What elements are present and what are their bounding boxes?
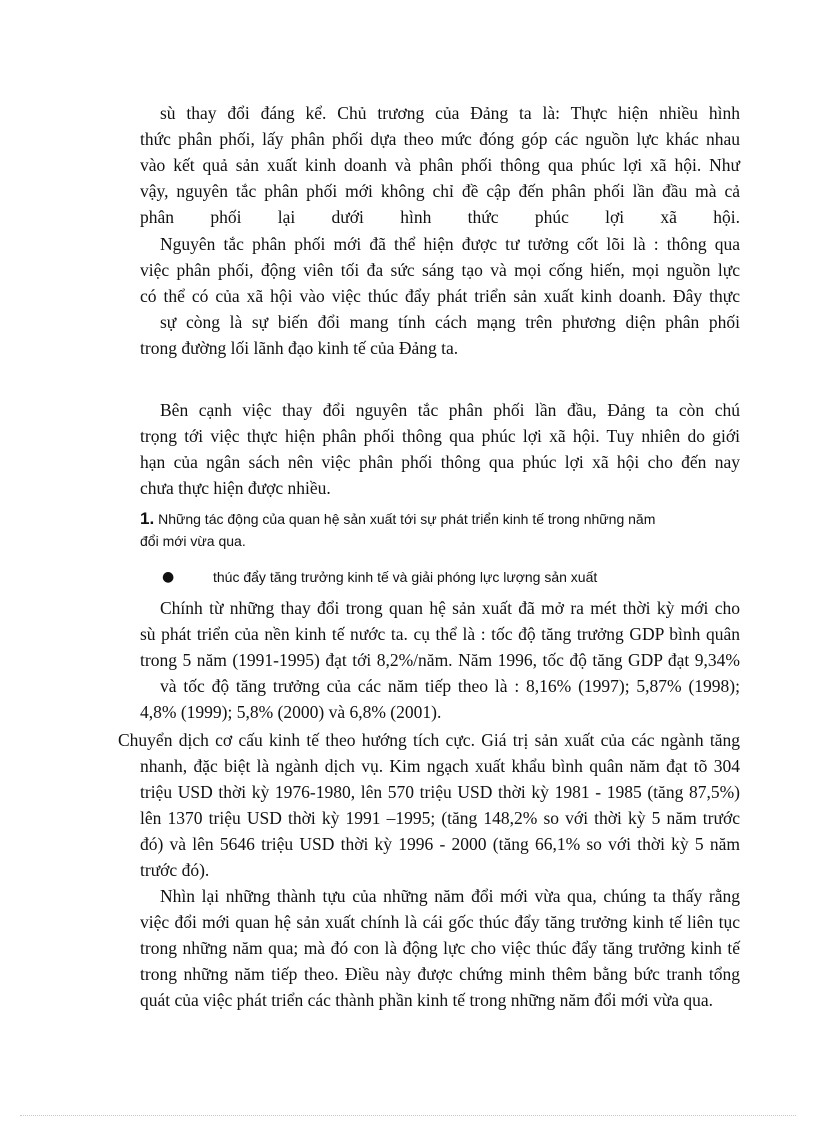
paragraph-2 bbox=[140, 231, 740, 361]
paragraph-4-line-3: trong 5 năm (1991-1995) đạt tới 8,2%/năm. Năm 1996, tốc độ tăng GDP đạt 9,34% bbox=[140, 650, 740, 670]
paragraph-3-line-1: Bên cạnh việc thay đổi nguyên tắc phân phối lần đầu, Đảng ta còn chú bbox=[160, 400, 740, 420]
bullet-item-text: thúc đẩy tăng trưởng kinh tế và giải phóng lực lượng sản xuất bbox=[213, 569, 598, 585]
paragraph-1 bbox=[140, 100, 740, 230]
paragraph-5-line-4: lên 1370 triệu USD thời kỳ 1991 –1995; (tăng 148,2% so với thời kỳ 5 năm trước bbox=[140, 808, 740, 828]
page-footer-rule bbox=[20, 1115, 796, 1116]
paragraph-6-line-3: trong những năm qua; mà đó con là động lực cho việc thúc đẩy tăng trưởng kinh tế bbox=[140, 938, 740, 958]
section-heading bbox=[140, 508, 740, 552]
paragraph-5-line-3: triệu USD thời kỳ 1976-1980, lên 570 triệu USD thời kỳ 1981 - 1985 (tăng 87,5%) bbox=[140, 782, 740, 802]
bullet-item bbox=[213, 566, 733, 588]
paragraph-2-line-5: trong đường lối lãnh đạo kinh tế của Đảng ta. bbox=[140, 338, 459, 358]
paragraph-5-line-2: nhanh, đặc biệt là ngành dịch vụ. Kim ngạch xuất khẩu bình quân năm đạt tõ 304 bbox=[140, 756, 740, 776]
paragraph-1-line-1: sù thay đổi đáng kể. Chủ trương của Đảng ta là: Thực hiện nhiều hình bbox=[160, 103, 740, 123]
paragraph-3 bbox=[140, 397, 740, 501]
paragraph-6-line-4: trong những năm tiếp theo. Điều này được chứng minh thêm bằng bức tranh tổng bbox=[140, 964, 740, 984]
paragraph-5-line-5: đó) và lên 5646 triệu USD thời kỳ 1996 - 2000 (tăng 66,1% so với thời kỳ 5 năm bbox=[140, 834, 740, 854]
paragraph-6-line-5: quát của việc phát triển các thành phần kinh tế trong những năm đổi mới vừa qua. bbox=[140, 990, 713, 1010]
paragraph-4-line-1: Chính từ những thay đổi trong quan hệ sản xuất đã mở ra mét thời kỳ mới cho bbox=[160, 598, 740, 618]
paragraph-5 bbox=[118, 727, 740, 883]
paragraph-2-line-1: Nguyên tắc phân phối mới đã thể hiện được tư tưởng cốt lõi là : thông qua bbox=[160, 234, 740, 254]
paragraph-1-line-4: vậy, nguyên tắc phân phối mới không chỉ đề cập đến phân phối lần đầu mà cả bbox=[140, 181, 740, 201]
paragraph-3-line-2: trọng tới việc thực hiện phân phối thông qua phúc lợi xã hội. Tuy nhiên do giới bbox=[140, 426, 740, 446]
section-heading-line-1 bbox=[140, 508, 740, 530]
paragraph-3-line-3: hạn của ngân sách nên việc phân phối thông qua phúc lợi xã hội cho đến nay bbox=[140, 452, 740, 472]
paragraph-2-line-4: sự còng là sự biến đổi mang tính cách mạng trên phương diện phân phối bbox=[160, 312, 740, 332]
paragraph-1-line-5: phân phối lại dưới hình thức phúc lợi xã hội. bbox=[140, 207, 740, 227]
paragraph-1-line-2: thức phân phối, lấy phân phối dựa theo mức đóng góp các nguồn lực khác nhau bbox=[140, 129, 740, 149]
paragraph-1-line-3: vào kết quả sản xuất kinh doanh và phân phối thông qua phúc lợi xã hội. Như bbox=[140, 155, 740, 175]
paragraph-4-line-4: và tốc độ tăng trưởng của các năm tiếp theo là : 8,16% (1997); 5,87% (1998); bbox=[160, 676, 740, 696]
paragraph-4 bbox=[140, 595, 740, 725]
paragraph-2-line-3: có thể có của xã hội vào việc thúc đẩy phát triển sản xuất kinh doanh. Đây thực bbox=[140, 286, 740, 306]
paragraph-4-line-2: sù phát triển của nền kinh tế nước ta. cụ thể là : tốc độ tăng trưởng GDP bình quân bbox=[140, 624, 740, 644]
section-heading-number: 1. bbox=[140, 509, 155, 528]
paragraph-3-line-4: chưa thực hiện được nhiều. bbox=[140, 478, 331, 498]
paragraph-6-line-1: Nhìn lại những thành tựu của những năm đổi mới vừa qua, chúng ta thấy rằng bbox=[160, 886, 740, 906]
paragraph-4-line-5: 4,8% (1999); 5,8% (2000) và 6,8% (2001). bbox=[140, 702, 442, 722]
section-heading-line-2: đổi mới vừa qua. bbox=[140, 533, 246, 549]
paragraph-5-line-1: Chuyển dịch cơ cấu kinh tế theo hướng tích cực. Giá trị sản xuất của các ngành tăng bbox=[118, 730, 740, 750]
paragraph-5-line-6: trước đó). bbox=[140, 860, 210, 880]
paragraph-2-line-2: việc phân phối, động viên tối đa sức sáng tạo và mọi cống hiến, mọi nguồn lực bbox=[140, 260, 740, 280]
section-heading-text: Những tác động của quan hệ sản xuất tới sự phát triển kinh tế trong những năm bbox=[158, 511, 656, 527]
bullet-icon: ● bbox=[162, 569, 175, 585]
paragraph-6-line-2: việc đổi mới quan hệ sản xuất chính là cái gốc thúc đẩy tăng trưởng kinh tế liên tục bbox=[140, 912, 740, 932]
paragraph-6 bbox=[140, 883, 740, 1013]
